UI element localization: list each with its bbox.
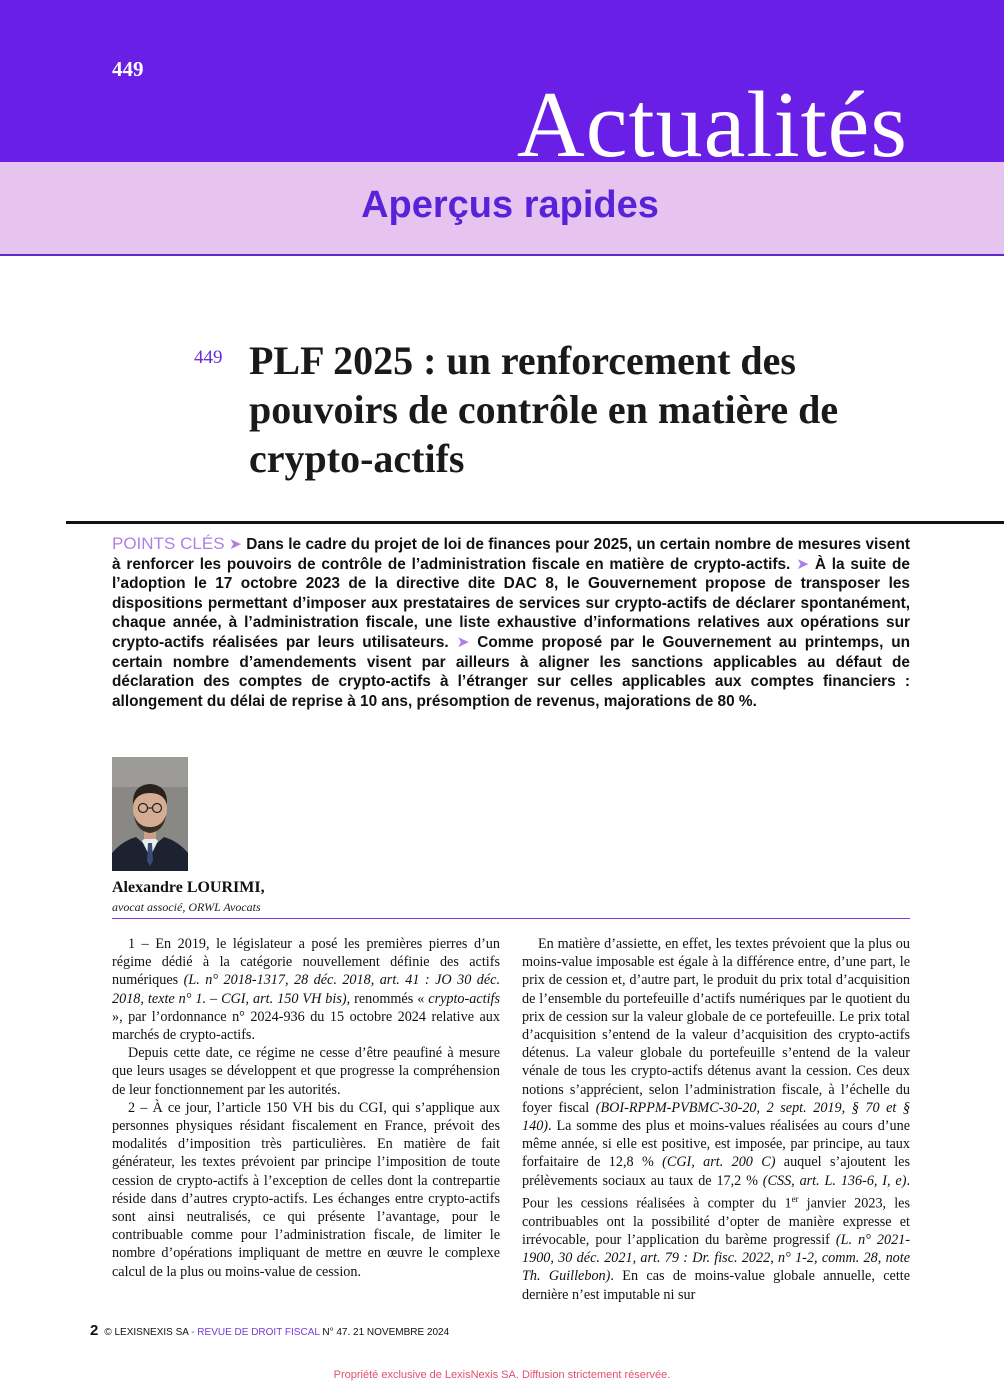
paragraph: 1 – En 2019, le législateur a posé les premières pierres d’un régime dédié à la catégorie nouvellement définie des actifs numériques (L. n° 2018-1317, 28 déc. 2018, art. 41 : JO 30 déc. 2018, texte n° 1. – CGI, art. 150 VH bis), renommés « crypto-actifs », par l’ordonnance n° 2024-936 du 15 octobre 2024 relative aux marchés de crypto-actifs. (112, 936, 500, 1044)
section-subtitle: Aperçus rapides (361, 184, 659, 226)
arrow-icon: ➤ (228, 536, 242, 553)
paragraph: Depuis cette date, ce régime ne cesse d’être peaufiné à mesure que leurs usages se développent et que progresse la compréhension de leur fonctionnement par les autorités. (112, 1045, 500, 1098)
key-points-label: POINTS CLÉS (112, 534, 225, 553)
footer-page-number: 2 (90, 1322, 99, 1339)
section-title: Actualités (516, 73, 908, 177)
arrow-icon: ➤ (796, 555, 810, 573)
article-title: PLF 2025 : un renforcement des pouvoirs de contrôle en matière de crypto-actifs (249, 338, 839, 481)
divider (112, 918, 910, 919)
header-page-number: 449 (112, 57, 144, 81)
paragraph: En matière d’assiette, en effet, les textes prévoient que la plus ou moins-value imposable est égale à la différence entre, d’une part, le prix de cession et, d’autre part, le produit du prix total d’acquisition de l’ensemble du portefeuille d’actifs numériques par le quotient du prix de cession sur la valeur globale de ce portefeuille. Le prix total d’acquisition s’entend de la valeur d’acquisition des crypto-actifs détenus. La valeur globale du portefeuille s’entend de la valeur vénale de tous les crypto-actifs détenus avant la cession. Ces deux notions s’apprécient, selon l’administration fiscale, à l’échelle du foyer fiscal (BOI-RPPM-PVBMC-30-20, 2 sept. 2019, § 70 et § 140). La somme des plus et moins-values réalisées au cours d’une même année, si elle est positive, est imposée, par principe, au taux forfaitaire de 12,8 % (CGI, art. 200 C) auquel s’ajoutent les prélèvements sociaux au taux de 17,2 % (CSS, art. L. 136-6, I, e). Pour les cessions réalisées à compter du 1er janvier 2023, les contribuables ont la possibilité d’opter de manière expresse et irrévocable, pour l’application du barème progressif (L. n° 2021-1900, 30 déc. 2021, art. 79 : Dr. fisc. 2022, n° 1-2, comm. 28, note Th. Guillebon). En cas de moins-value globale annuelle, cette dernière n’est imputable ni sur (522, 936, 911, 1303)
key-point-item: À la suite de l’adoption le 17 octobre 2023 de la directive dite DAC 8, le Gouvernement propose de transposer les dispositions permettant d’imposer aux prestataires de services sur crypto-actifs de déclarer spontanément, chaque année, à l’administration fiscale, une liste exhaustive d’informations relatives aux opérations sur crypto-actifs réalisées par leurs utilisateurs. (112, 555, 910, 651)
author-name: Alexandre LOURIMI, (112, 879, 265, 896)
copyright-notice: Propriété exclusive de LexisNexis SA. Diffusion strictement réservée. (333, 1369, 671, 1381)
body-column-right (522, 935, 910, 1304)
arrow-icon: ➤ (456, 633, 470, 651)
article-number: 449 (194, 347, 223, 368)
key-point-item: Comme proposé par le Gouvernement au printemps, un certain nombre d’amendements visent par ailleurs à aligner les sanctions applicables au défaut de déclaration des comptes de crypto-actifs à l’étranger sur celles applicables aux comptes financiers : allongement du délai de reprise à 10 ans, présomption de revenus, majorations de 80 %. (112, 633, 910, 710)
author-photo (112, 757, 188, 871)
author-portrait-icon (112, 757, 188, 871)
body-column-left (112, 935, 500, 1281)
divider (66, 521, 1004, 524)
paragraph: 2 – À ce jour, l’article 150 VH bis du CGI, qui s’applique aux personnes physiques résidant fiscalement en France, prévoit des modalités d’imposition très particulières. En matière de fait générateur, les textes prévoient par principe l’imposition de toute cession de crypto-actifs à l’exception de celles dont la contrepartie réside dans d’autres crypto-actifs. Les échanges entre crypto-actifs sont ainsi neutralisés, ce qui présente l’avantage, pour le contribuable comme pour l’administration fiscale, de limiter le nombre d’opérations impliquant de mettre en œuvre le complexe calcul de la plus ou moins-value de cession. (112, 1099, 500, 1280)
footer-folio: 2 © LEXISNEXIS SA - REVUE DE DROIT FISCAL N° 47. 21 NOVEMBRE 2024 (90, 1322, 450, 1339)
key-point-item: Dans le cadre du projet de loi de finances pour 2025, un certain nombre de mesures visent à renforcer les pouvoirs de contrôle de l’administration fiscale en matière de crypto-actifs. (112, 536, 910, 573)
author-role: avocat associé, ORWL Avocats (112, 900, 261, 914)
key-points (112, 534, 910, 711)
